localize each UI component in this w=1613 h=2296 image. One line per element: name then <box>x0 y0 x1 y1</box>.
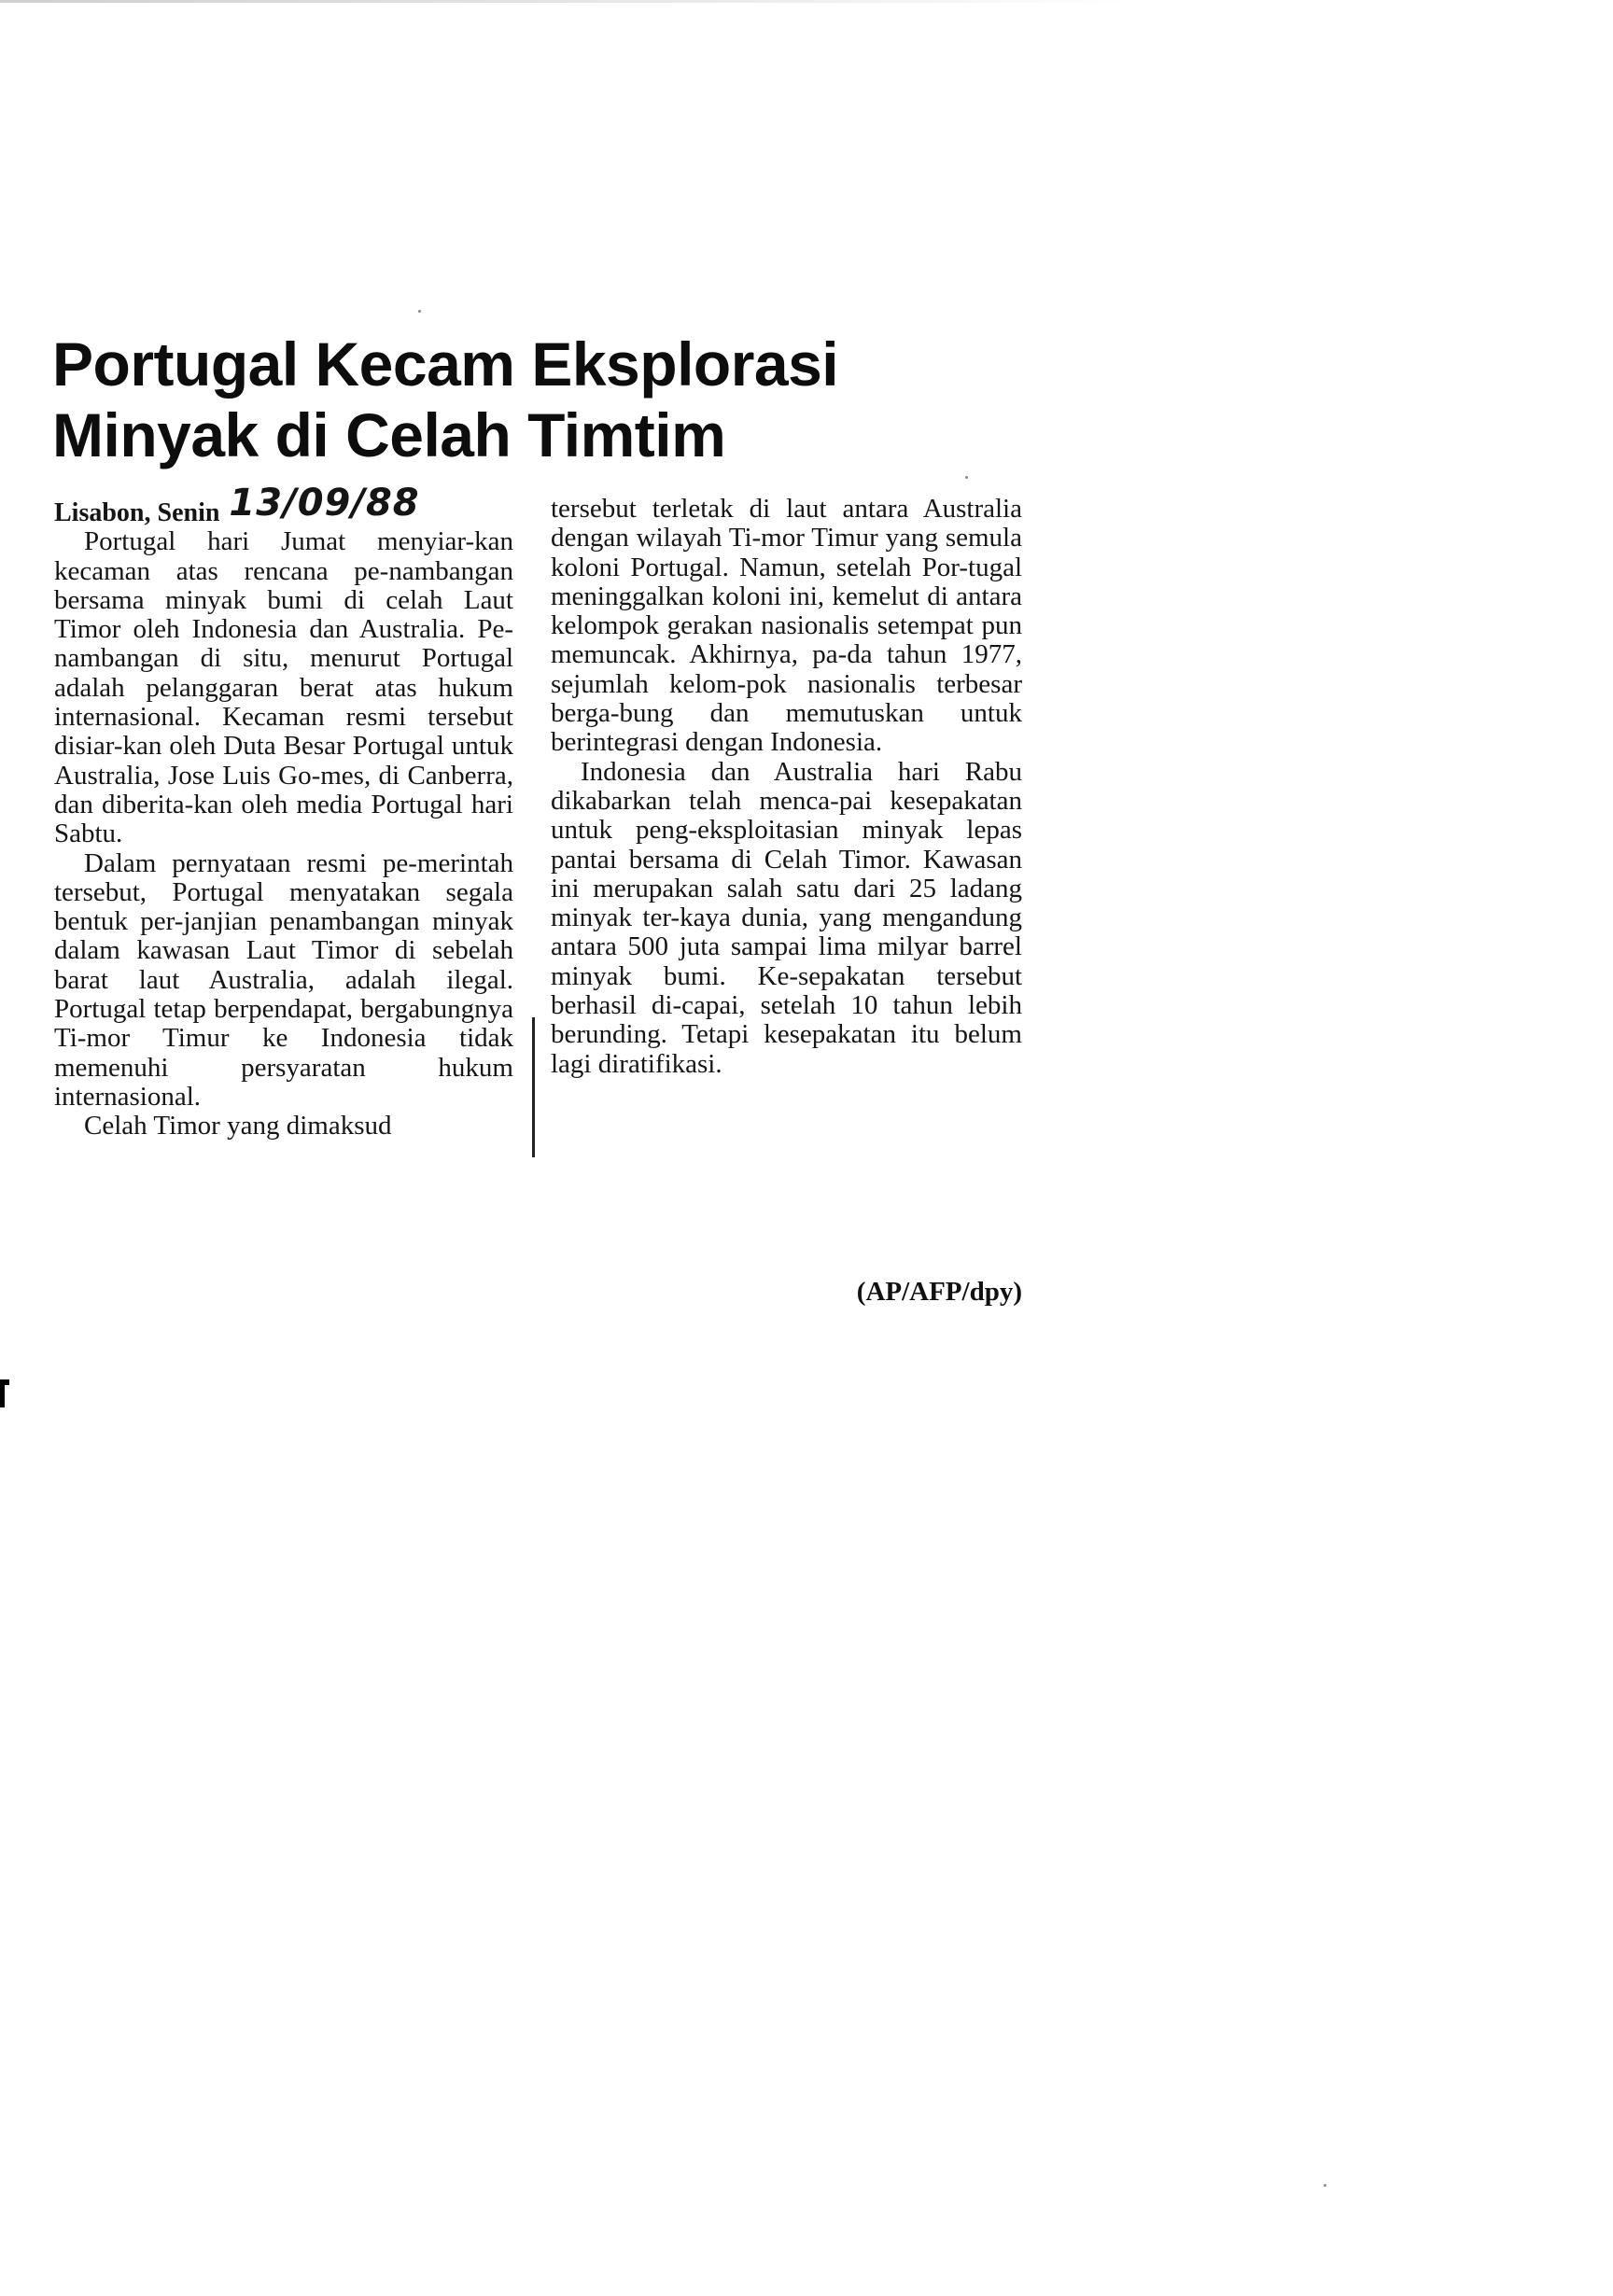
paragraph: Portugal hari Jumat menyiar-kan kecaman atas rencana pe-nambangan bersama minyak bumi di celah Laut Timor oleh Indonesia dan Australia. Pe-nambangan di situ, menurut Portugal adalah pelanggaran berat atas hukum internasional. Kecaman resmi tersebut disiar-kan oleh Duta Besar Portugal untuk Australia, Jose Luis Go-mes, di Canberra, dan diberita-kan oleh media Portugal hari Sabtu. <box>54 526 513 849</box>
headline-line-2: Minyak di Celah Timtim <box>52 400 726 469</box>
news-agency-credit: (AP/AFP/dpy) <box>856 1277 1022 1307</box>
scan-margin-mark <box>0 1379 9 1407</box>
article-headline <box>52 329 1032 470</box>
print-speck <box>965 476 968 479</box>
paragraph: Dalam pernyataan resmi pe-merintah tersebut, Portugal menyatakan segala bentuk per-janjian penambangan minyak dalam kawasan Laut Timor di sebelah barat laut Australia, adalah ilegal. Portugal tetap berpendapat, bergabungnya Ti-mor Timur ke Indonesia tidak memenuhi persyaratan hukum internasional. <box>54 847 513 1112</box>
headline-line-1: Portugal Kecam Eksplorasi <box>52 329 839 399</box>
print-speck <box>418 310 421 313</box>
dateline <box>54 482 513 527</box>
right-column <box>551 495 1022 1079</box>
paragraph: Indonesia dan Australia hari Rabu dikabarkan telah menca-pai kesepakatan untuk peng-eksploitasian minyak lepas pantai bersama di Celah Timor. Kawasan ini merupakan salah satu dari 25 ladang minyak ter-kaya dunia, yang mengandung antara 500 juta sampai lima milyar barrel minyak bumi. Ke-sepakatan tersebut berhasil di-capai, setelah 10 tahun lebih berunding. Tetapi kesepakatan itu belum lagi diratifikasi. <box>551 756 1022 1079</box>
paragraph: Celah Timor yang dimaksud <box>84 1111 392 1141</box>
print-speck <box>1324 2184 1326 2187</box>
scan-top-edge <box>0 0 1613 3</box>
handwritten-date: 13/09/88 <box>229 482 420 525</box>
dateline-place: Lisabon, Senin <box>54 498 220 527</box>
left-column <box>54 482 513 1141</box>
paragraph: tersebut terletak di laut antara Australia dengan wilayah Ti-mor Timur yang semula koloni Portugal. Namun, setelah Por-tugal meninggalkan koloni ini, kemelut di antara kelompok gerakan nasionalis setempat pun memuncak. Akhirnya, pa-da tahun 1977, sejumlah kelom-pok nasionalis terbesar berga-bung dan memutuskan untuk berintegrasi dengan Indonesia. <box>551 494 1022 758</box>
column-rule <box>532 1017 535 1157</box>
